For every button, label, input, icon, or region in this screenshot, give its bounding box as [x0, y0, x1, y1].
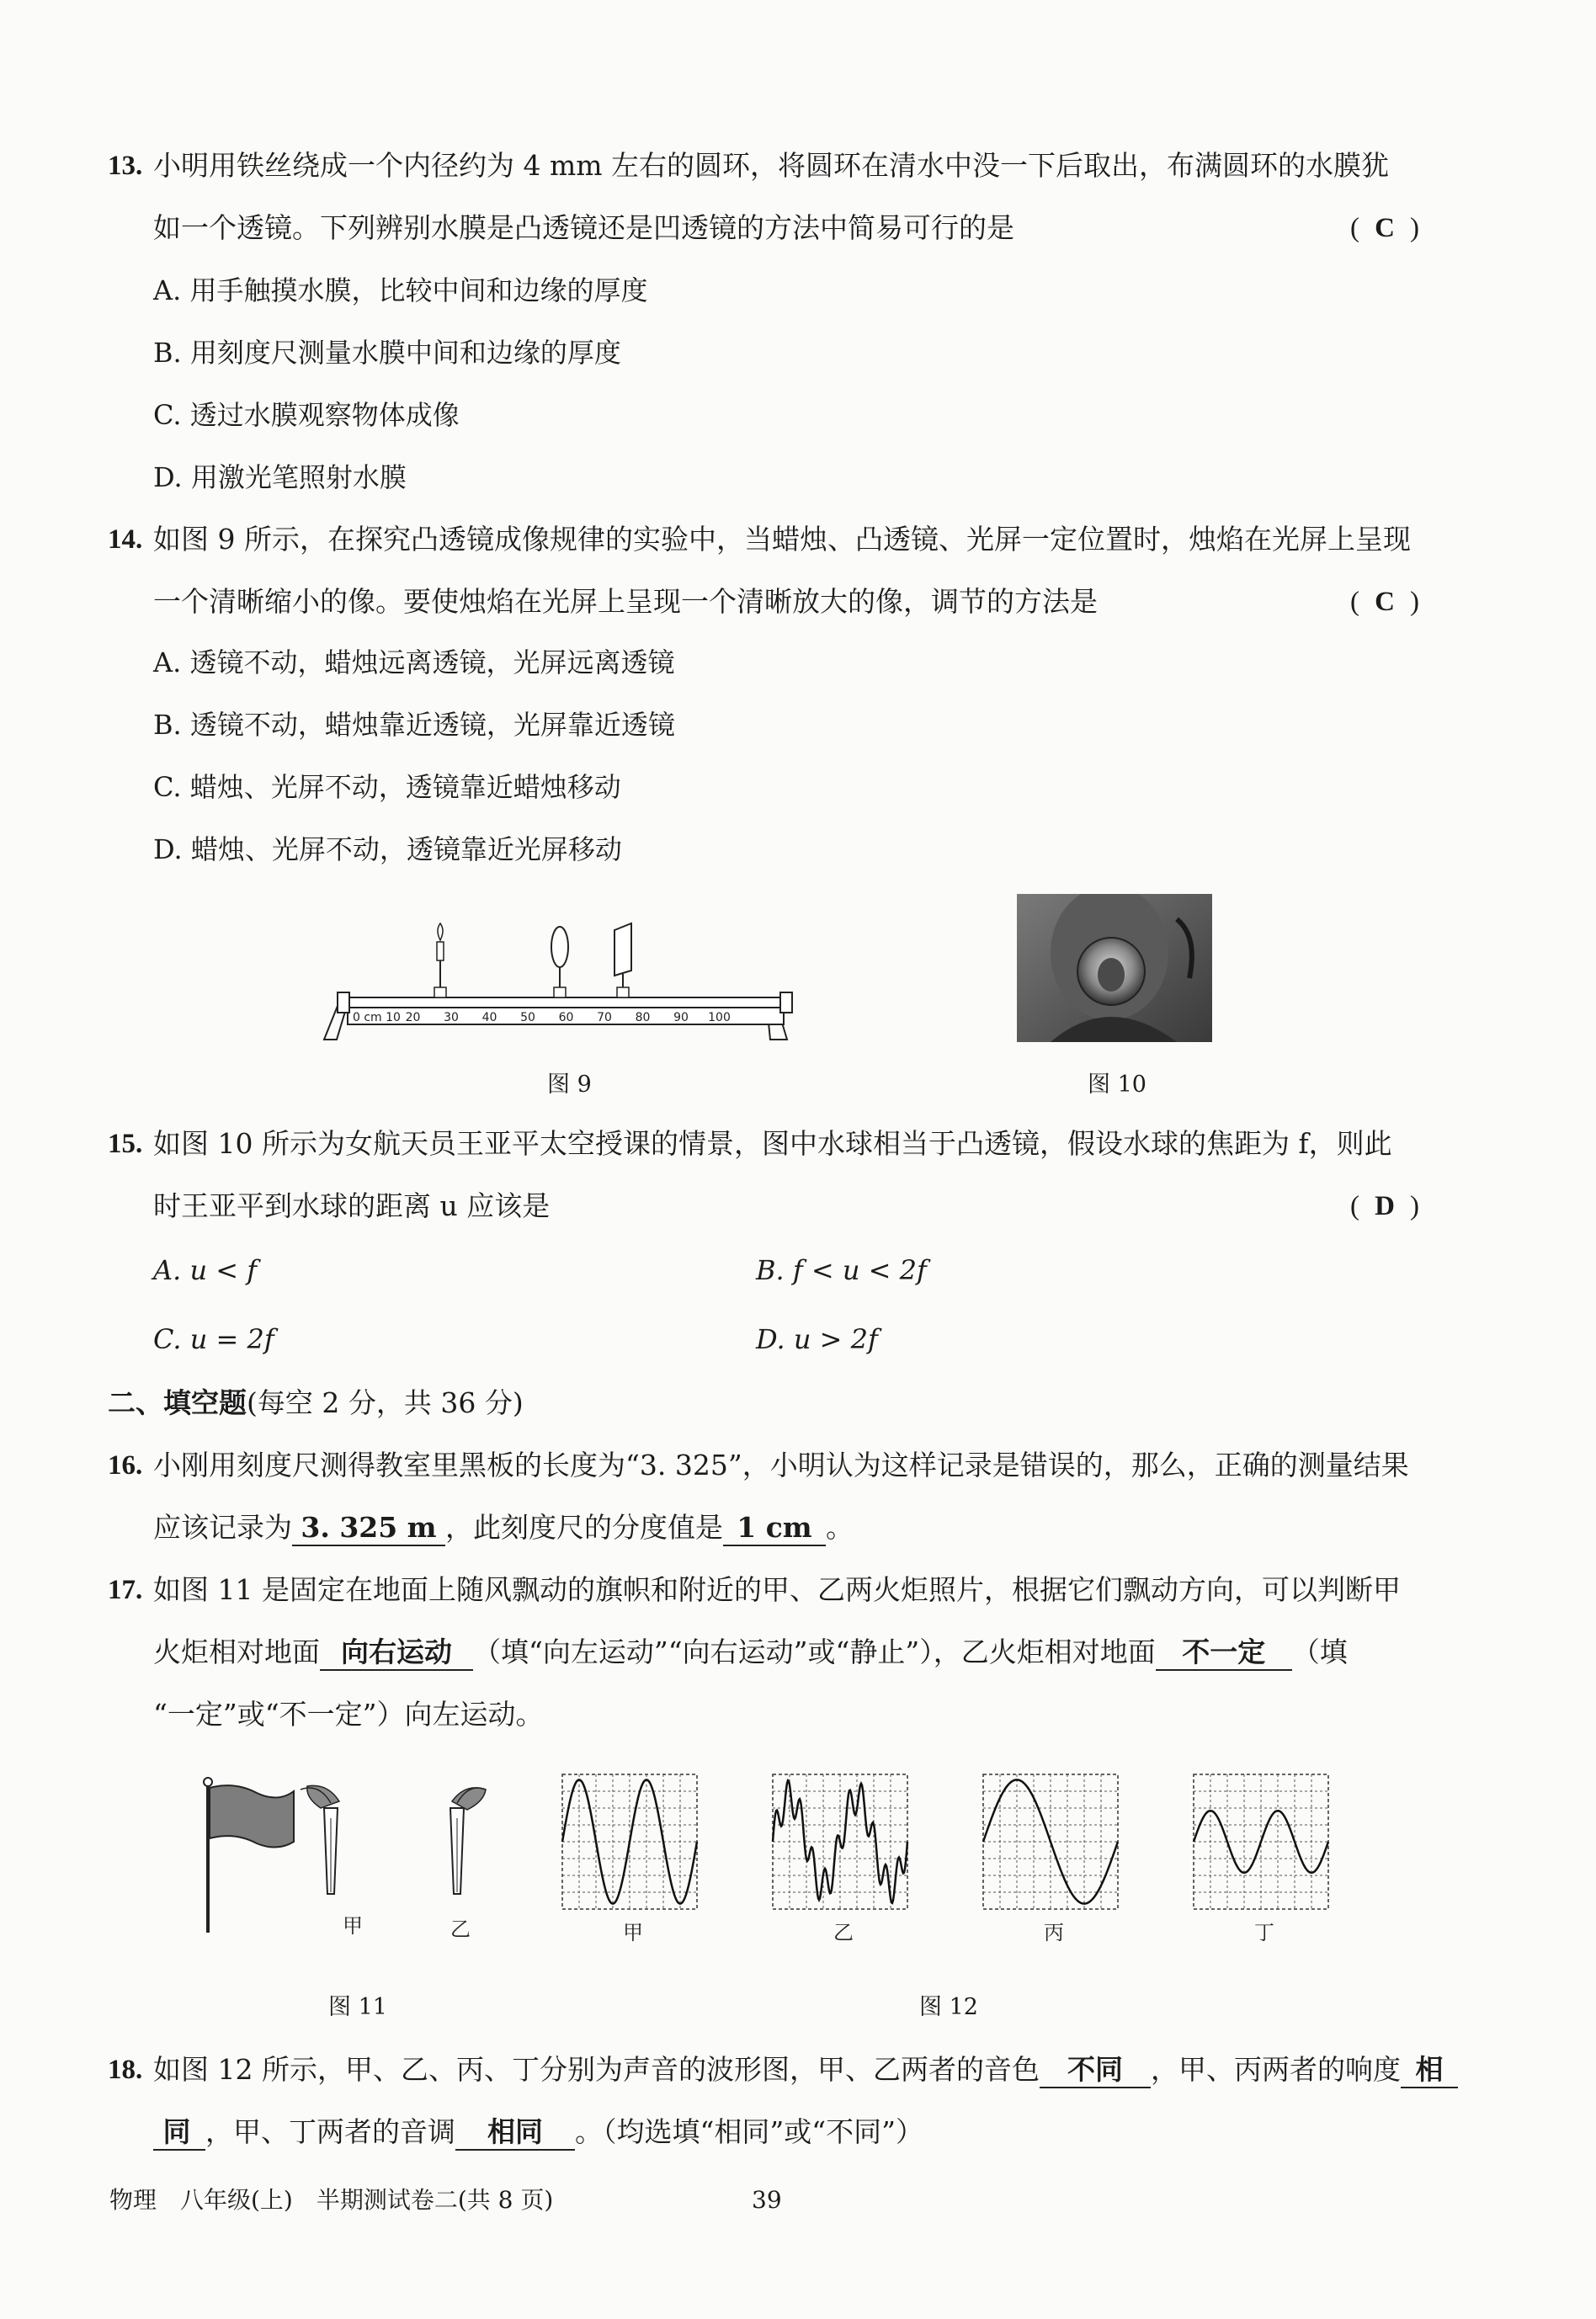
question-17-mid: （填“向左运动”“向右运动”或“静止”），乙火炬相对地面 [473, 1636, 1156, 1668]
question-16-line1: 小刚用刻度尺测得教室里黑板的长度为“3. 325”，小明认为这样记录是错误的，那么，正确的测量结果 [153, 1449, 1409, 1481]
question-14-option-d: D. 蜡烛、光屏不动，透镜靠近光屏移动 [153, 833, 622, 865]
question-18-mid: ，甲、丙两者的响度 [1150, 2053, 1401, 2086]
torch-jia-label: 甲 [343, 1914, 363, 1938]
question-18-blank-2a[interactable]: 相 [1401, 2053, 1458, 2088]
bench-tick-label: 20 [405, 1011, 421, 1024]
water-ball-image [1098, 958, 1125, 992]
question-15-answer-letter: D [1375, 1191, 1395, 1221]
waveform-bing [983, 1774, 1118, 1909]
question-14-option-c: C. 蜡烛、光屏不动，透镜靠近蜡烛移动 [153, 771, 621, 803]
figure-9-optical-bench [316, 905, 821, 1052]
question-18-blank-2b[interactable]: 同 [153, 2115, 205, 2151]
question-13-line1: 小明用铁丝绕成一个内径约为 4 mm 左右的圆环，将圆环在清水中没一下后取出，布满圆环的水膜犹 [153, 149, 1390, 182]
question-16-line2 [153, 1508, 1424, 1547]
section-2-heading [108, 1384, 524, 1423]
lens-base [554, 987, 566, 997]
question-13-answer-letter: C [1375, 213, 1395, 243]
section-2-title: 二、填空题 [108, 1386, 247, 1419]
waveform-jia [562, 1774, 697, 1909]
bench-tick-label: 60 [558, 1011, 574, 1024]
convex-lens-icon [551, 927, 568, 967]
question-15-number: 15. [108, 1129, 143, 1159]
question-16-blank-1[interactable]: 3. 325 m [292, 1511, 445, 1546]
question-15-line1: 如图 10 所示为女航天员王亚平太空授课的情景，图中水球相当于凸透镜，假设水球的焦距为 f，则此 [153, 1127, 1392, 1160]
flag-icon [210, 1785, 294, 1847]
question-15-option-b: B. f < u < 2f [756, 1254, 927, 1286]
waveform-label-ding: 丁 [1254, 1921, 1274, 1944]
figure-12-waveforms [556, 1768, 1347, 1949]
question-14-line2: 一个清晰缩小的像。要使烛焰在光屏上呈现一个清晰放大的像，调节的方法是 [153, 585, 1098, 618]
question-18-post: 。（均选填“相同”或“不同”） [575, 2115, 923, 2148]
figure-10-caption: 图 10 [1088, 1072, 1146, 1098]
figure-9-caption: 图 9 [547, 1072, 592, 1098]
question-18-line1 [153, 2050, 1444, 2089]
waveform-label-jia: 甲 [623, 1921, 643, 1944]
figure-11-flag-and-torches [189, 1768, 509, 1953]
bench-tick-label: 50 [520, 1011, 535, 1024]
bench-tick-label: 40 [481, 1011, 497, 1024]
question-14-answer: ( C ) [1350, 582, 1419, 621]
question-17-line1: 如图 11 是固定在地面上随风飘动的旗帜和附近的甲、乙两火炬照片，根据它们飘动方向，可以判断甲 [153, 1573, 1401, 1606]
figure-10-photo [1017, 894, 1212, 1042]
question-18-blank-3[interactable]: 相同 [455, 2115, 575, 2151]
question-13-number: 13. [108, 151, 143, 181]
question-17-post: （填 [1291, 1636, 1348, 1668]
question-17-blank-2[interactable]: 不一定 [1156, 1636, 1292, 1671]
question-16-post: 。 [826, 1511, 854, 1544]
question-16-number: 16. [108, 1450, 143, 1481]
torch-jia-flame-icon [307, 1785, 339, 1808]
question-17-line2 [153, 1633, 1424, 1672]
candle-flame-icon [438, 923, 443, 940]
question-13-option-d: D. 用激光笔照射水膜 [153, 461, 407, 493]
question-15-option-a: A. u < f [153, 1254, 258, 1286]
question-13-option-b: B. 用刻度尺测量水膜中间和边缘的厚度 [153, 337, 621, 369]
question-13-line2: 如一个透镜。下列辨别水膜是凸透镜还是凹透镜的方法中简易可行的是 [153, 211, 1014, 244]
question-14-number: 14. [108, 524, 143, 555]
flagpole-top [204, 1778, 212, 1786]
question-17-pre: 火炬相对地面 [153, 1636, 320, 1668]
question-18-blank-1[interactable]: 不同 [1040, 2053, 1151, 2088]
bench-left-end [338, 992, 349, 1013]
waveform-yi [773, 1774, 907, 1909]
bench-tick-label: 0 cm 10 [353, 1011, 401, 1024]
torch-yi-label: 乙 [450, 1917, 471, 1941]
section-2-note: (每空 2 分，共 36 分) [247, 1386, 524, 1419]
question-15-option-c: C. u = 2f [153, 1323, 274, 1355]
question-17-number: 17. [108, 1575, 143, 1605]
bench-tick-label: 70 [597, 1011, 612, 1024]
question-16-blank-2[interactable]: 1 cm [723, 1511, 826, 1546]
torch-yi-flame-icon [452, 1788, 486, 1810]
question-14-option-b: B. 透镜不动，蜡烛靠近透镜，光屏靠近透镜 [153, 709, 675, 741]
screen-base [617, 987, 629, 997]
bench-tick-label: 90 [673, 1011, 689, 1024]
waveform-label-yi: 乙 [833, 1921, 854, 1944]
question-15-answer: ( D ) [1350, 1187, 1419, 1226]
question-14-line1: 如图 9 所示，在探究凸透镜成像规律的实验中，当蜡烛、凸透镜、光屏一定位置时，烛焰在光屏上呈现 [153, 523, 1411, 556]
question-17-blank-1[interactable]: 向右运动 [320, 1636, 473, 1671]
light-screen-icon [614, 923, 631, 976]
bench-rail [343, 997, 789, 1008]
figure-11-caption: 图 11 [328, 1994, 387, 2020]
question-13-answer: ( C ) [1350, 209, 1419, 247]
bench-tick-label: 30 [444, 1011, 459, 1024]
bench-tick-label: 100 [708, 1011, 731, 1024]
question-14-option-a: A. 透镜不动，蜡烛远离透镜，光屏远离透镜 [153, 646, 675, 678]
waveform-ding [1194, 1774, 1328, 1909]
footer-subject: 物理 八年级(上) 半期测试卷二(共 8 页) [109, 2186, 554, 2214]
question-17-line3: “一定”或“不一定”）向左运动。 [153, 1698, 544, 1731]
footer-page-number: 39 [752, 2186, 782, 2214]
question-14-answer-letter: C [1375, 587, 1395, 617]
question-15-line2: 时王亚平到水球的距离 u 应该是 [153, 1189, 551, 1222]
candle-body [437, 942, 444, 960]
question-16-mid: ，此刻度尺的分度值是 [445, 1511, 723, 1544]
bench-tick-label: 80 [635, 1011, 651, 1024]
figure-12-caption: 图 12 [919, 1994, 978, 2020]
question-16-pre: 应该记录为 [153, 1511, 292, 1544]
question-13-option-c: C. 透过水膜观察物体成像 [153, 399, 460, 431]
question-18-number: 18. [108, 2055, 143, 2085]
question-18-line2 [153, 2113, 1424, 2151]
waveform-label-bing: 丙 [1044, 1921, 1064, 1944]
question-15-option-d: D. u > 2f [756, 1323, 878, 1355]
question-18-mid2: ，甲、丁两者的音调 [205, 2115, 455, 2148]
question-18-pre: 如图 12 所示，甲、乙、丙、丁分别为声音的波形图，甲、乙两者的音色 [153, 2053, 1040, 2086]
question-13-option-a: A. 用手触摸水膜，比较中间和边缘的厚度 [153, 274, 648, 306]
candle-base [434, 987, 446, 997]
bench-right-end [780, 992, 792, 1013]
